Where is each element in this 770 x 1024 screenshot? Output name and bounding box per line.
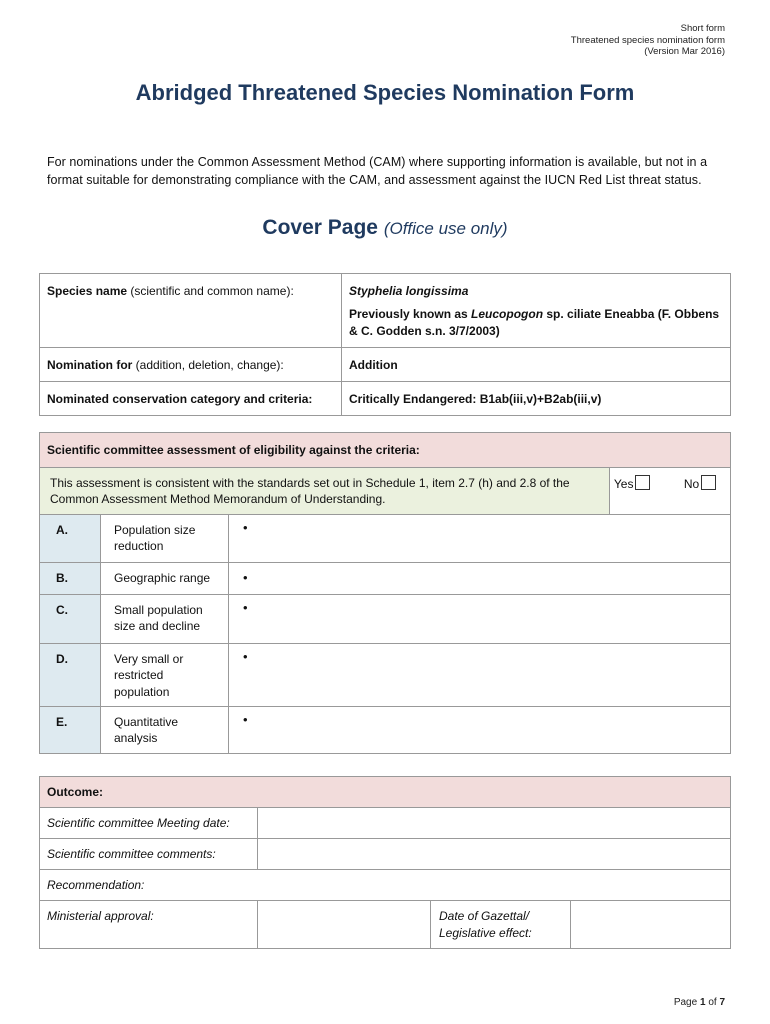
ministerial-label-text: Ministerial approval: — [47, 909, 154, 923]
species-name-label-cell — [40, 274, 342, 348]
header-line-1: Short form — [680, 23, 725, 34]
conservation-category-value[interactable]: Critically Endangered: B1ab(iii,v)+B2ab(iii,v) — [342, 382, 731, 416]
criterion-d-letter: D. — [40, 643, 101, 706]
criterion-e-letter: E. — [40, 706, 101, 753]
page-title: Abridged Threatened Species Nomination Form — [135, 80, 635, 105]
prev-known-genus: Leucopogon — [471, 307, 544, 321]
meeting-date-label-text: Scientific committee Meeting date: — [47, 816, 230, 830]
no-option[interactable] — [684, 477, 716, 491]
nomination-for-hint: (addition, deletion, change): — [132, 358, 284, 372]
outcome-heading-text: Outcome: — [47, 785, 104, 799]
comments-label — [40, 839, 258, 870]
criterion-c-label: Small population size and decline — [101, 594, 229, 643]
prev-known-prefix: Previously known as — [349, 307, 472, 321]
yes-label: Yes — [613, 476, 634, 491]
no-label: No — [683, 476, 700, 491]
assessment-table — [39, 432, 731, 754]
criterion-a-label: Population size reduction — [101, 514, 229, 562]
bullet-e: • — [243, 711, 248, 727]
gazettal-field[interactable] — [571, 901, 731, 949]
bullet-a: • — [243, 519, 248, 535]
ministerial-label — [40, 901, 258, 949]
cover-title: Cover Page — [262, 216, 378, 239]
recommendation-field[interactable] — [40, 870, 731, 901]
header-line-3: (Version Mar 2016) — [644, 46, 725, 57]
species-name-label: Species name — [47, 284, 128, 298]
recommendation-label: Recommendation: — [47, 878, 145, 892]
criterion-b-letter: B. — [40, 562, 101, 594]
prev-known-rest: sp. ciliate Eneabba (F. Obbens & C. Godden s.n. 3/7/2003) — [349, 307, 720, 338]
criterion-b-entry[interactable] — [229, 562, 731, 594]
page-current: 1 — [699, 997, 706, 1008]
bullet-b: • — [243, 569, 248, 585]
gazettal-label-text: Date of Gazettal/ Legislative effect: — [439, 909, 532, 940]
criterion-a-letter: A. — [40, 514, 101, 562]
nomination-for-value[interactable]: Addition — [342, 348, 731, 382]
page-number — [674, 997, 725, 1008]
criterion-b-label: Geographic range — [101, 562, 229, 594]
cover-subtitle: (Office use only) — [383, 219, 508, 238]
gazettal-label — [431, 901, 571, 949]
criterion-d-entry[interactable] — [229, 643, 731, 706]
no-checkbox[interactable] — [701, 475, 716, 490]
species-table — [39, 273, 731, 416]
species-name-label-hint: (scientific and common name): — [127, 284, 294, 298]
criterion-a-entry[interactable] — [229, 514, 731, 562]
species-name-value-cell[interactable] — [342, 274, 731, 348]
intro-paragraph: For nominations under the Common Assessment Method (CAM) where supporting information is available, but not in a format suitable for demonstrating compliance with the CAM, and assessment against the IUCN Red List threat status. — [47, 155, 708, 187]
previously-known-as — [349, 306, 723, 340]
consistency-statement: This assessment is consistent with the standards set out in Schedule 1, item 2.7 (h) and 2.8 of the Common Assessment Method Memorandum of Understanding. — [40, 467, 610, 514]
comments-field[interactable] — [258, 839, 731, 870]
criterion-e-entry[interactable] — [229, 706, 731, 753]
document-header — [571, 23, 725, 58]
cover-page-heading — [0, 216, 770, 240]
meeting-date-field[interactable] — [258, 808, 731, 839]
criterion-e-label: Quantitative analysis — [101, 706, 229, 753]
page-of: of — [708, 997, 717, 1008]
bullet-c: • — [243, 599, 248, 615]
yes-checkbox[interactable] — [635, 475, 650, 490]
comments-label-text: Scientific committee comments: — [47, 847, 216, 861]
criterion-d-label: Very small or restricted population — [101, 643, 229, 706]
yes-option[interactable] — [614, 477, 651, 491]
consistency-checkbox-cell — [609, 467, 730, 514]
header-line-2: Threatened species nomination form — [570, 34, 725, 46]
nomination-for-label: Nomination for — [47, 358, 133, 372]
page-total: 7 — [719, 997, 725, 1008]
assessment-heading: Scientific committee assessment of eligibility against the criteria: — [40, 433, 731, 468]
outcome-table — [39, 776, 731, 949]
conservation-category-label: Nominated conservation category and criteria: — [40, 382, 342, 416]
nomination-for-label-cell — [40, 348, 342, 382]
outcome-heading — [40, 777, 731, 808]
ministerial-field[interactable] — [258, 901, 431, 949]
criterion-c-letter: C. — [40, 594, 101, 643]
species-name-value: Styphelia longissima — [349, 284, 469, 298]
bullet-d: • — [243, 648, 248, 664]
criterion-c-entry[interactable] — [229, 594, 731, 643]
meeting-date-label — [40, 808, 258, 839]
page-word: Page — [673, 997, 698, 1008]
